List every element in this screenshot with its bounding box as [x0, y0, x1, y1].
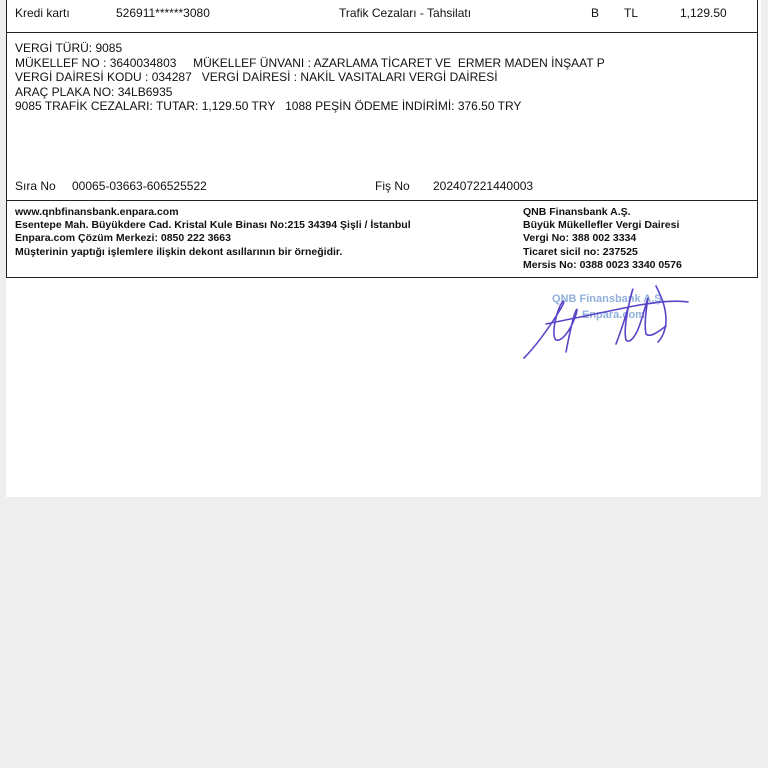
stamp-line-2: Enpara.com: [582, 309, 645, 321]
footer-left-line: www.qnbfinansbank.enpara.com: [15, 206, 179, 218]
divider-top: [6, 32, 758, 33]
footer-right-line: QNB Finansbank A.Ş.: [523, 206, 631, 218]
bank-contact-info: [15, 206, 411, 259]
footer-left-line: Müşterinin yaptığı işlemlere ilişkin dekont asıllarının bir örneğidir.: [15, 245, 343, 258]
footer-right-line: Vergi No: 388 002 3334: [523, 232, 637, 245]
tax-details: [15, 41, 605, 114]
footer-right-line: Ticaret sicil no: 237525: [523, 245, 638, 258]
payment-description: Trafik Cezaları - Tahsilatı: [339, 6, 472, 20]
sira-value: 00065-03663-606525522: [72, 179, 207, 193]
payment-type: B: [591, 6, 600, 20]
payment-amount: 1,129.50: [680, 6, 727, 20]
detail-line: ARAÇ PLAKA NO: 34LB6935: [15, 84, 173, 99]
payment-currency: TL: [624, 6, 639, 20]
footer-right-line: Mersis No: 0388 0023 3340 0576: [523, 258, 682, 271]
bank-registry-info: [523, 206, 682, 272]
fis-value: 202407221440003: [433, 179, 534, 193]
card-number: 526911******3080: [116, 6, 210, 20]
detail-line: VERGİ TÜRÜ: 9085: [15, 41, 123, 55]
footer-right-line: Büyük Mükellefler Vergi Dairesi: [523, 219, 680, 232]
stamp-line-1: QNB Finansbank A.Ş.: [552, 293, 665, 305]
fis-label: Fiş No: [375, 179, 410, 193]
detail-line: MÜKELLEF NO : 3640034803 MÜKELLEF ÜNVANI : AZARLAMA TİCARET VE ERMER MADEN İNŞAAT P: [15, 55, 605, 70]
stamp-signature: [516, 280, 696, 366]
footer-left-line: Enpara.com Çözüm Merkezi: 0850 222 3663: [15, 232, 231, 245]
detail-line: VERGİ DAİRESİ KODU : 034287 VERGİ DAİRESİ : NAKİL VASITALARI VERGİ DAİRESİ: [15, 70, 498, 85]
payment-method: Kredi kartı: [15, 6, 70, 20]
divider-bottom: [6, 200, 758, 201]
detail-line: 9085 TRAFİK CEZALARI: TUTAR: 1,129.50 TRY 1088 PEŞİN ÖDEME İNDİRİMİ: 376.50 TRY: [15, 99, 522, 114]
sira-label: Sıra No: [15, 179, 56, 193]
footer-left-line: Esentepe Mah. Büyükdere Cad. Kristal Kule Binası No:215 34394 Şişli / İstanbul: [15, 219, 411, 232]
